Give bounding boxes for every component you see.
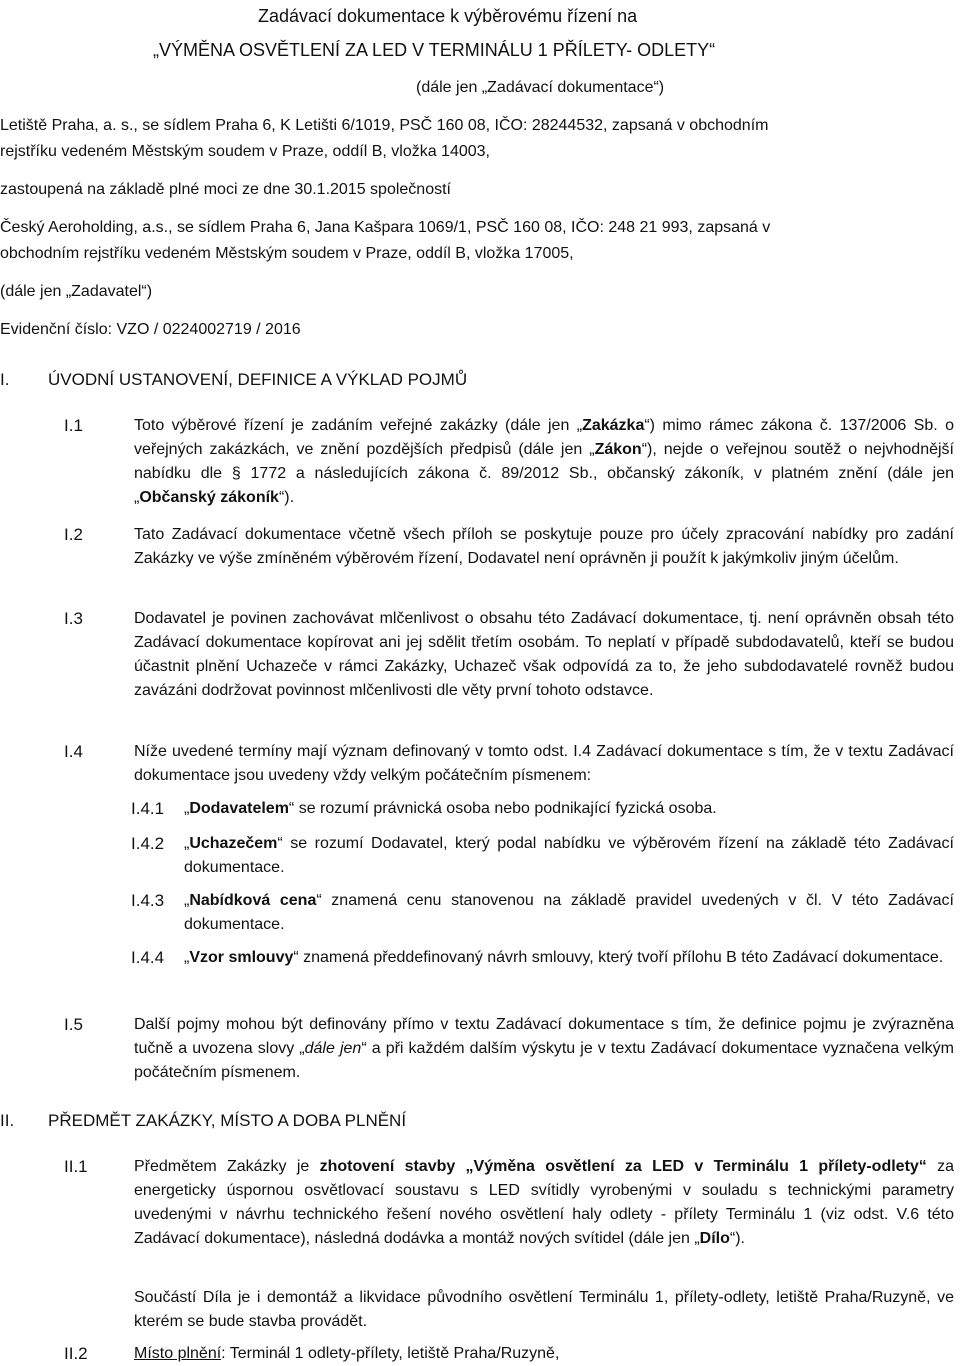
clause-ii1-text [134,1155,954,1251]
project-name: zhotovení stavby „Výměna osvětlení za LED v Terminálu 1 přílety-odlety“ [319,1158,927,1175]
clause-i5-text [134,1013,954,1085]
defined-term-obcansky-zakonik: Občanský zákoník [139,489,279,506]
clause-label-i5: I.5 [64,1015,83,1034]
party1-line1: Letiště Praha, a. s., se sídlem Praha 6, K Letišti 6/1019, PSČ 160 08, IČO: 28244532, zapsaná v obchodním [0,117,769,134]
section1-title: ÚVODNÍ USTANOVENÍ, DEFINICE A VÝKLAD POJMŮ [48,370,468,389]
clause-label-i4: I.4 [64,742,83,761]
section2-title: PŘEDMĚT ZAKÁZKY, MÍSTO A DOBA PLNĚNÍ [48,1111,407,1130]
clause-i3-text: Dodavatel je povinen zachovávat mlčenlivost o obsahu této Zadávací dokumentace, tj. není oprávněn obsah této Zadávací dokumentace kopírovat ani jej sdělit třetím osobám. To neplatí v případě subdodavatelů, kteří se budou účastnit plnění Uchazeče v rámci Zakázky, Uchazeč však odpovídá za to, že jeho subdodavatelé rovněž budou zavázáni dodržovat povinnost mlčenlivosti dle věty první tohoto odstavce. [134,610,954,699]
clause-label-ii1: II.1 [64,1157,88,1176]
place-of-performance-label: Místo plnění [134,1345,222,1362]
clause-ii1-text-part: za energeticky úspornou osvětlovací soustavu s LED svítidly vyrobenými v souladu s technickými parametry uvedenými v návrhu technického řešení nového osvětlení haly odlety - přílety Terminálu 1 (viz odst. V.6 této Zadávací dokumentace), následná dodávka a montáž nových svítidel (dále jen „ [134,1158,954,1247]
clause-i41-quote: „ [184,800,190,817]
section2-number: II. [0,1111,15,1130]
clause-label-i43: I.4.3 [131,891,165,910]
place-of-performance-value: : Terminál 1 odlety-přílety, letiště Praha/Ruzyně, [221,1345,560,1362]
clause-ii2-text [134,1342,559,1366]
party2-line1: Český Aeroholding, a.s., se sídlem Praha 6, Jana Kašpara 1069/1, PSČ 160 08, IČO: 248 21 993, zapsaná v [0,219,771,236]
clause-i1-text-part: “), nejde o veřejnou soutěž o nejvhodnější nabídku dle § 1772 a následujících zákona č. 89/2012 Sb., občanský zákoník, v platném znění (dále jen „ [134,441,954,506]
section1-number: I. [0,370,10,389]
doc-title-line1: Zadávací dokumentace k výběrovému řízení na [258,6,638,26]
clause-i2-text: Tato Zadávací dokumentace včetně všech příloh se poskytuje pouze pro účely zpracování nabídky pro zadání Zakázky ve výše zmíněném výběrovém řízení, Dodavatel není oprávněn ji použít k jakýmkoliv jiným účelům. [134,526,954,567]
defined-term-vzor-smlouvy: Vzor smlouvy [189,949,294,966]
clause-label-i2: I.2 [64,525,83,544]
clause-i41-rest: “ se rozumí právnická osoba nebo podnikající fyzická osoba. [288,800,717,817]
party2-line2: obchodním rejstříku vedeném Městským soudem v Praze, oddíl B, vložka 17005, [0,245,574,262]
clause-label-i44: I.4.4 [131,948,165,967]
clause-i41-text [184,797,954,821]
clause-ii1-para2: Součástí Díla je i demontáž a likvidace původního osvětlení Terminálu 1, přílety-odlety, letiště Praha/Ruzyně, ve kterém se bude stavba provádět. [134,1289,954,1330]
clause-i42-quote: „ [184,835,190,852]
clause-ii1-text-part: “). [729,1230,745,1247]
party1-line3: zastoupená na základě plné moci ze dne 30.1.2015 společností [0,181,451,198]
clause-i1-text-part: “). [278,489,295,506]
clause-i43-rest: “ znamená cenu stanovenou na základě pravidel uvedených v čl. V této Zadávací dokumentace. [184,892,954,933]
clause-label-i1: I.1 [64,416,83,435]
clause-i1-text-part: Toto výběrové řízení je zadáním veřejné zakázky (dále jen „ [134,417,583,434]
clause-i42-text [184,832,954,880]
clause-i44-rest: “ znamená předdefinovaný návrh smlouvy, který tvoří přílohu B této Zadávací dokumentace. [293,949,944,966]
clause-i5-italic: dále jen [304,1040,362,1057]
clause-i42-rest: “ se rozumí Dodavatel, který podal nabídku ve výběrovém řízení na základě této Zadávací dokumentace. [184,835,954,876]
party2-line3: (dále jen „Zadavatel“) [0,283,153,300]
defined-term-dodavatelem: Dodavatelem [189,800,289,817]
clause-i4-text: Níže uvedené termíny mají význam definovaný v tomto odst. I.4 Zadávací dokumentace s tím, že v textu Zadávací dokumentace jsou uvedeny vždy velkým počátečním písmenem: [134,743,954,784]
doc-title-line3: (dále jen „Zadávací dokumentace“) [416,79,665,96]
evidence-number: Evidenční číslo: VZO / 0224002719 / 2016 [0,321,301,338]
clause-i1-text-part: “) mimo rámec zákona č. 137/2006 Sb. o veřejných zakázkách, ve znění pozdějších předpisů (dále jen „ [134,417,954,458]
clause-label-i3: I.3 [64,609,83,628]
clause-i43-quote: „ [184,892,190,909]
clause-i5-text-part: “ a při každém dalším výskytu je v textu Zadávací dokumentace vyznačena velkým počátečním písmenem. [134,1040,955,1081]
clause-i44-quote: „ [184,949,190,966]
clause-i43-text [184,889,954,937]
defined-term-zakazka: Zakázka [582,417,645,434]
defined-term-dilo: Dílo [699,1230,730,1247]
defined-term-uchazecem: Uchazečem [189,835,278,852]
clause-label-ii2: II.2 [64,1344,88,1363]
party1-line2: rejstříku vedeném Městským soudem v Praze, oddíl B, vložka 14003, [0,143,490,160]
clause-i44-text [184,946,954,970]
defined-term-nabidkova-cena: Nabídková cena [189,892,317,909]
clause-i5-text-part: Další pojmy mohou být definovány přímo v textu Zadávací dokumentace s tím, že definice pojmu je zvýrazněna tučně a uvozena slovy „ [134,1016,954,1057]
clause-i1-text [134,414,954,510]
clause-label-i41: I.4.1 [131,799,165,818]
defined-term-zakon: Zákon [594,441,642,458]
clause-ii1-text-part: Předmětem Zakázky je [134,1158,320,1175]
doc-title-line2: „VÝMĚNA OSVĚTLENÍ ZA LED V TERMINÁLU 1 PŘÍLETY- ODLETY“ [153,40,716,60]
clause-label-i42: I.4.2 [131,834,165,853]
